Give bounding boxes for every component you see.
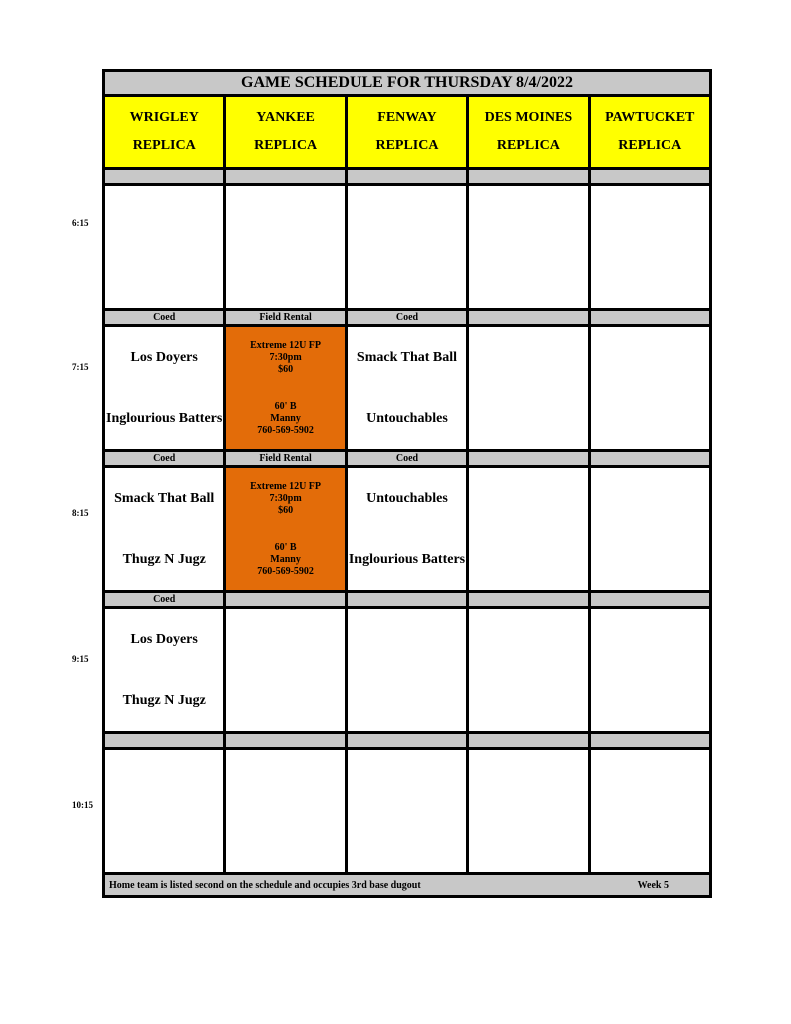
game-cell — [104, 608, 225, 733]
game-cell — [468, 326, 589, 451]
game-cell — [346, 326, 467, 451]
rental-price: $60 — [278, 363, 294, 375]
rental-contact: Manny — [270, 553, 301, 565]
division-label — [468, 592, 589, 608]
game-cell — [589, 467, 710, 592]
away-team: Los Doyers — [130, 631, 198, 647]
game-cell — [589, 185, 710, 310]
rental-event: Extreme 12U FP — [250, 480, 322, 492]
game-cell — [468, 608, 589, 733]
field-name: WRIGLEY — [129, 110, 199, 125]
time-label: 8:15 — [72, 508, 89, 518]
time-label: 10:15 — [72, 800, 93, 810]
field-name: FENWAY — [377, 110, 437, 125]
field-header — [589, 96, 710, 169]
rental-phone: 760-569-5902 — [257, 424, 314, 436]
home-team: Inglourious Batters — [106, 410, 223, 426]
home-team: Thugz N Jugz — [122, 692, 206, 708]
game-cell — [468, 185, 589, 310]
rental-field: 60' B — [274, 541, 297, 553]
division-label — [225, 733, 346, 749]
division-label: Coed — [346, 310, 467, 326]
footer-note: Home team is listed second on the schedule and occupies 3rd base dugout — [109, 879, 421, 891]
game-cell — [346, 749, 467, 874]
field-header — [468, 96, 589, 169]
game-cell — [468, 749, 589, 874]
division-label: Field Rental — [225, 310, 346, 326]
rental-phone: 760-569-5902 — [257, 565, 314, 577]
rental-field: 60' B — [274, 400, 297, 412]
time-label: 9:15 — [72, 654, 89, 664]
home-team: Untouchables — [366, 410, 448, 426]
time-label: 6:15 — [72, 218, 89, 228]
division-label: Coed — [104, 592, 225, 608]
division-label — [468, 451, 589, 467]
division-label — [468, 169, 589, 185]
schedule-footer — [104, 874, 711, 897]
game-cell — [104, 467, 225, 592]
rental-time: 7:30pm — [269, 492, 302, 504]
field-rental-cell — [225, 326, 346, 451]
division-label: Field Rental — [225, 451, 346, 467]
game-cell — [589, 608, 710, 733]
schedule-table — [102, 69, 712, 898]
game-cell — [104, 749, 225, 874]
field-sub: REPLICA — [618, 138, 682, 153]
division-label — [468, 310, 589, 326]
game-cell — [589, 326, 710, 451]
division-label — [589, 733, 710, 749]
away-team: Los Doyers — [130, 349, 198, 365]
field-sub: REPLICA — [132, 138, 196, 153]
division-label: Coed — [346, 451, 467, 467]
field-header — [104, 96, 225, 169]
field-name: YANKEE — [256, 110, 315, 125]
division-label — [468, 733, 589, 749]
division-label — [346, 592, 467, 608]
division-label — [225, 592, 346, 608]
game-cell — [225, 608, 346, 733]
field-header — [346, 96, 467, 169]
field-sub: REPLICA — [254, 138, 318, 153]
rental-price: $60 — [278, 504, 294, 516]
rental-event: Extreme 12U FP — [250, 339, 322, 351]
field-sub: REPLICA — [375, 138, 439, 153]
division-label — [346, 733, 467, 749]
field-rental-cell — [225, 467, 346, 592]
away-team: Untouchables — [366, 490, 448, 506]
rental-contact: Manny — [270, 412, 301, 424]
away-team: Smack That Ball — [356, 349, 458, 365]
week-label: Week 5 — [637, 879, 669, 891]
time-label: 7:15 — [72, 362, 89, 372]
game-cell — [346, 185, 467, 310]
division-label — [589, 310, 710, 326]
game-cell — [225, 185, 346, 310]
game-cell — [346, 467, 467, 592]
division-label — [589, 592, 710, 608]
field-sub: REPLICA — [496, 138, 560, 153]
away-team: Smack That Ball — [114, 490, 215, 506]
field-header — [225, 96, 346, 169]
game-cell — [225, 749, 346, 874]
schedule-title: GAME SCHEDULE FOR THURSDAY 8/4/2022 — [104, 71, 711, 96]
game-cell — [346, 608, 467, 733]
game-cell — [589, 749, 710, 874]
rental-time: 7:30pm — [269, 351, 302, 363]
field-name: DES MOINES — [484, 110, 573, 125]
division-label — [104, 169, 225, 185]
game-cell — [104, 185, 225, 310]
division-label — [589, 451, 710, 467]
game-cell — [104, 326, 225, 451]
division-label: Coed — [104, 310, 225, 326]
division-label — [589, 169, 710, 185]
home-team: Inglourious Batters — [348, 551, 466, 567]
division-label — [346, 169, 467, 185]
division-label — [225, 169, 346, 185]
division-label — [104, 733, 225, 749]
game-cell — [468, 467, 589, 592]
field-name: PAWTUCKET — [605, 110, 695, 125]
division-label: Coed — [104, 451, 225, 467]
home-team: Thugz N Jugz — [122, 551, 206, 567]
